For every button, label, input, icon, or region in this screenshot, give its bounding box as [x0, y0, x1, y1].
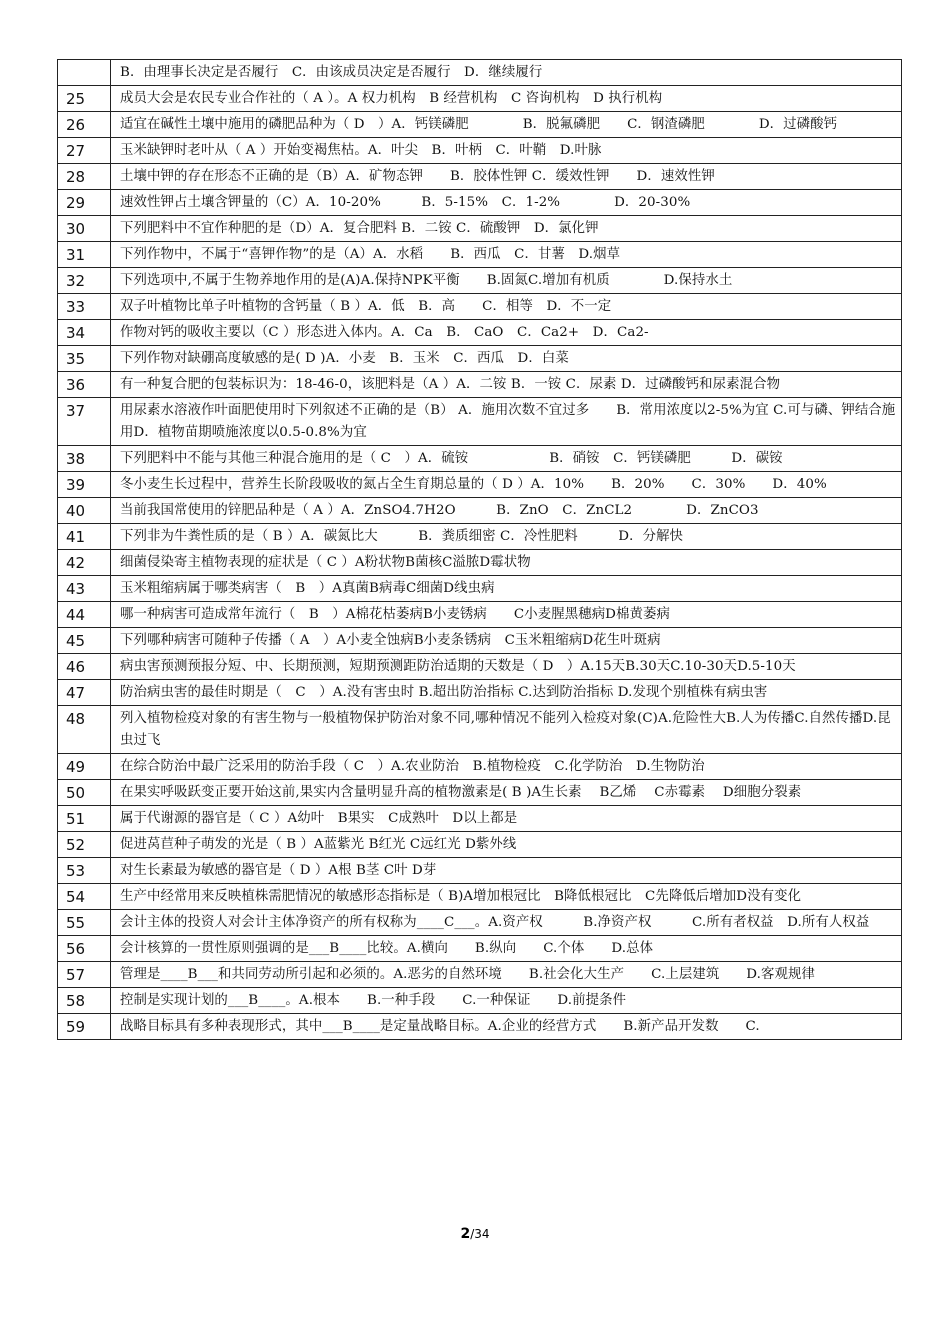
question-row	[58, 936, 902, 962]
question-table-body	[58, 60, 902, 1040]
question-number: 53	[58, 858, 111, 884]
question-row	[58, 372, 902, 398]
question-text: 作物对钙的吸收主要以（C ）形态进入体内。A．Ca B. CaO C．Ca2+ D．Ca2-	[111, 320, 902, 346]
question-number: 54	[58, 884, 111, 910]
question-text: 属于代谢源的器官是（ C ）A幼叶 B果实 C成熟叶 D以上都是	[111, 806, 902, 832]
question-row	[58, 294, 902, 320]
question-row	[58, 268, 902, 294]
question-text: 适宜在碱性土壤中施用的磷肥品种为（ D ）A．钙镁磷肥 B．脱氟磷肥 C．钢渣磷肥 D．过磷酸钙	[111, 112, 902, 138]
question-row	[58, 216, 902, 242]
question-text: 哪一种病害可造成常年流行（ B ）A棉花枯萎病B小麦锈病 C小麦腥黑穗病D棉黄萎病	[111, 602, 902, 628]
question-text: 在果实呼吸跃变正要开始这前,果实内含量明显升高的植物激素是( B )A生长素 B乙烯 C赤霉素 D细胞分裂素	[111, 780, 902, 806]
question-number: 28	[58, 164, 111, 190]
question-text: 列入植物检疫对象的有害生物与一般植物保护防治对象不同,哪种情况不能列入检疫对象(C)A.危险性大B.人为传播C.自然传播D.昆虫过飞	[111, 706, 902, 754]
question-text: 用尿素水溶液作叶面肥使用时下列叙述不正确的是（B） A．施用次数不宜过多 B．常用浓度以2-5%为宜 C.可与磷、钾结合施用D．植物苗期喷施浓度以0.5-0.8%为宜	[111, 398, 902, 446]
question-row	[58, 806, 902, 832]
question-text: 病虫害预测预报分短、中、长期预测，短期预测距防治适期的天数是（ D ）A.15天B.30天C.10-30天D.5-10天	[111, 654, 902, 680]
question-row	[58, 242, 902, 268]
question-number: 25	[58, 86, 111, 112]
question-number: 29	[58, 190, 111, 216]
question-text: 下列肥料中不能与其他三种混合施用的是（ C ）A．硫铵 B．硝铵 C．钙镁磷肥 D．碳铵	[111, 446, 902, 472]
question-number: 44	[58, 602, 111, 628]
question-number: 43	[58, 576, 111, 602]
question-row	[58, 138, 902, 164]
question-row	[58, 550, 902, 576]
question-number: 58	[58, 988, 111, 1014]
page-separator: /	[470, 1227, 475, 1241]
question-row	[58, 832, 902, 858]
question-row	[58, 602, 902, 628]
question-row	[58, 472, 902, 498]
question-text: 下列非为牛粪性质的是（ B ）A．碳氮比大 B．粪质细密 C．冷性肥料 D．分解快	[111, 524, 902, 550]
question-text: 防治病虫害的最佳时期是（ C ）A.没有害虫时 B.超出防治指标 C.达到防治指标 D.发现个别植株有病虫害	[111, 680, 902, 706]
question-number: 35	[58, 346, 111, 372]
question-row	[58, 680, 902, 706]
question-number: 32	[58, 268, 111, 294]
question-number: 50	[58, 780, 111, 806]
question-row	[58, 346, 902, 372]
question-row	[58, 320, 902, 346]
question-text: 促进莴苣种子萌发的光是（ B ）A蓝紫光 B红光 C远红光 D紫外线	[111, 832, 902, 858]
question-number: 40	[58, 498, 111, 524]
question-row	[58, 112, 902, 138]
question-text: 冬小麦生长过程中，营养生长阶段吸收的氮占全生育期总量的（ D ）A．10% B．20% C．30% D．40%	[111, 472, 902, 498]
current-page: 2	[460, 1226, 471, 1242]
question-text: 有一种复合肥的包装标识为：18-46-0，该肥料是（A ）A．二铵 B．一铵 C．尿素 D．过磷酸钙和尿素混合物	[111, 372, 902, 398]
question-number: 34	[58, 320, 111, 346]
question-number: 48	[58, 706, 111, 754]
total-pages: 34	[474, 1227, 490, 1241]
question-number: 36	[58, 372, 111, 398]
question-number: 56	[58, 936, 111, 962]
question-number: 49	[58, 754, 111, 780]
question-row	[58, 86, 902, 112]
question-number: 31	[58, 242, 111, 268]
question-text: 成员大会是农民专业合作社的（ A ）。A 权力机构 B 经营机构 C 咨询机构 D 执行机构	[111, 86, 902, 112]
question-number: 33	[58, 294, 111, 320]
question-row	[58, 988, 902, 1014]
question-text: 会计主体的投资人对会计主体净资产的所有权称为____C___。A.资产权 B.净资产权 C.所有者权益 D.所有人权益	[111, 910, 902, 936]
question-row	[58, 962, 902, 988]
question-table	[57, 59, 902, 1040]
question-text: B．由理事长决定是否履行 C．由该成员决定是否履行 D．继续履行	[111, 60, 902, 86]
question-row	[58, 576, 902, 602]
question-number	[58, 60, 111, 86]
question-row	[58, 398, 902, 446]
question-text: 玉米缺钾时老叶从（ A ）开始变褐焦枯。A．叶尖 B．叶柄 C．叶鞘 D.叶脉	[111, 138, 902, 164]
question-row	[58, 1014, 902, 1040]
question-text: 下列作物对缺硼高度敏感的是( D )A．小麦 B．玉米 C．西瓜 D．白菜	[111, 346, 902, 372]
question-row	[58, 190, 902, 216]
question-text: 玉米粗缩病属于哪类病害（ B ）A真菌B病毒C细菌D线虫病	[111, 576, 902, 602]
question-text: 在综合防治中最广泛采用的防治手段（ C ）A.农业防治 B.植物检疫 C.化学防治 D.生物防治	[111, 754, 902, 780]
question-text: 下列选项中,不属于生物养地作用的是(A)A.保持NPK平衡 B.固氮C.增加有机质 D.保持水土	[111, 268, 902, 294]
question-number: 47	[58, 680, 111, 706]
question-row	[58, 498, 902, 524]
question-number: 59	[58, 1014, 111, 1040]
question-text: 会计核算的一贯性原则强调的是___B____比较。A.横向 B.纵向 C.个体 D.总体	[111, 936, 902, 962]
question-row	[58, 910, 902, 936]
question-row	[58, 164, 902, 190]
question-number: 52	[58, 832, 111, 858]
question-number: 26	[58, 112, 111, 138]
question-text: 下列作物中，不属于“喜钾作物”的是（A）A．水稻 B．西瓜 C．甘薯 D.烟草	[111, 242, 902, 268]
question-row	[58, 524, 902, 550]
question-text: 下列肥料中不宜作种肥的是（D）A．复合肥料 B．二铵 C．硫酸钾 D．氯化钾	[111, 216, 902, 242]
question-number: 57	[58, 962, 111, 988]
question-text: 土壤中钾的存在形态不正确的是（B）A．矿物态钾 B．胶体性钾 C．缓效性钾 D．速效性钾	[111, 164, 902, 190]
question-text: 当前我国常使用的锌肥品种是（ A ）A．ZnSO4.7H2O B．ZnO C．ZnCL2 D．ZnCO3	[111, 498, 902, 524]
page-number	[0, 1226, 950, 1242]
question-row	[58, 754, 902, 780]
question-number: 30	[58, 216, 111, 242]
question-number: 45	[58, 628, 111, 654]
question-text: 管理是____B___和共同劳动所引起和必须的。A.恶劣的自然环境 B.社会化大生产 C.上层建筑 D.客观规律	[111, 962, 902, 988]
question-row	[58, 780, 902, 806]
question-text: 下列哪种病害可随种子传播（ A ）A小麦全蚀病B小麦条锈病 C玉米粗缩病D花生叶斑病	[111, 628, 902, 654]
question-text: 对生长素最为敏感的器官是（ D ）A根 B茎 C叶 D芽	[111, 858, 902, 884]
question-number: 27	[58, 138, 111, 164]
question-text: 生产中经常用来反映植株需肥情况的敏感形态指标是（ B)A增加根冠比 B降低根冠比 C先降低后增加D没有变化	[111, 884, 902, 910]
question-number: 41	[58, 524, 111, 550]
question-number: 38	[58, 446, 111, 472]
question-text: 战略目标具有多种表现形式，其中___B____是定量战略目标。A.企业的经营方式 B.新产品开发数 C.	[111, 1014, 902, 1040]
question-number: 55	[58, 910, 111, 936]
question-row	[58, 446, 902, 472]
question-row	[58, 884, 902, 910]
question-row	[58, 628, 902, 654]
question-number: 46	[58, 654, 111, 680]
question-row	[58, 654, 902, 680]
question-number: 51	[58, 806, 111, 832]
question-row	[58, 706, 902, 754]
question-text: 速效性钾占土壤含钾量的（C）A．10-20% B．5-15% C．1-2% D．20-30%	[111, 190, 902, 216]
question-text: 控制是实现计划的___B____。A.根本 B.一种手段 C.一种保证 D.前提条件	[111, 988, 902, 1014]
question-number: 39	[58, 472, 111, 498]
question-text: 双子叶植物比单子叶植物的含钙量（ B ）A．低 B．高 C．相等 D．不一定	[111, 294, 902, 320]
question-row	[58, 60, 902, 86]
question-number: 37	[58, 398, 111, 446]
question-text: 细菌侵染寄主植物表现的症状是（ C ）A粉状物B菌核C溢脓D霉状物	[111, 550, 902, 576]
question-row	[58, 858, 902, 884]
question-number: 42	[58, 550, 111, 576]
